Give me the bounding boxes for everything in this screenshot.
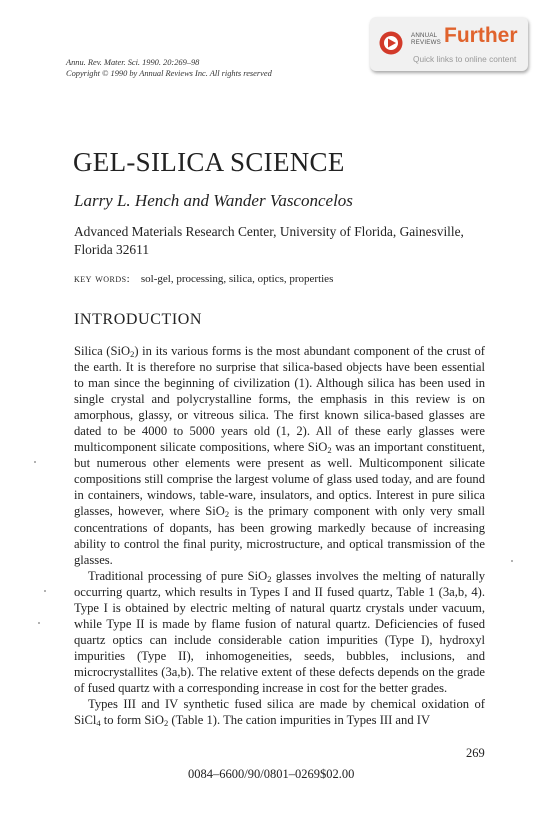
further-online-content-badge[interactable]	[370, 17, 528, 71]
paragraph-1: Silica (SiO$_2$) in its various forms is the most abundant component of the crust of the earth. It is therefore no surprise that silica-based objects have been essential to man since the beginning of civilization (1). Although silica has been used in single crystal and polycrystalline forms, the emphasis in this review is on amorphous, glassy, or vitreous silica. The first known silica-based glasses are dated to be 4000 to 5000 years old (1, 2). All of these early glasses were multicomponent silicate compositions, where SiO$_2$ was an important constituent, but numerous other elements were present as well. Multicomponent silicate compositions still comprise the largest volume of glass used today, and are found in containers, windows, table-ware, insulators, and optics. Interest in pure silica glasses, however, where SiO$_2$ is the primary component with only very small concentrations of dopants, has been growing markedly because of increasing ability to control the final purity, microstructure, and optical transmission of the glasses.	[74, 344, 485, 567]
body-text	[74, 343, 485, 728]
section-heading-introduction: INTRODUCTION	[74, 311, 203, 328]
article-title: GEL-SILICA SCIENCE	[73, 147, 345, 177]
annual-reviews-wordmark: ANNUAL REVIEWS	[411, 32, 441, 46]
keywords-line	[74, 273, 333, 285]
citation-line-copyright: Copyright © 1990 by Annual Reviews Inc. All rights reserved	[66, 69, 272, 78]
scan-speck	[34, 461, 36, 463]
footer-code: 0084–6600/90/0801–0269$02.00	[188, 767, 355, 781]
author-affiliation: Advanced Materials Research Center, University of Florida, Gainesville, Florida 32611	[74, 224, 464, 257]
scan-speck	[511, 560, 513, 562]
article-authors: Larry L. Hench and Wander Vasconcelos	[74, 191, 353, 210]
further-subtitle: Quick links to online content	[413, 54, 517, 64]
paragraph-3: Types III and IV synthetic fused silica are made by chemical oxidation of SiCl$_4$ to form SiO$_2$ (Table 1). The cation impurities in Types III and IV	[74, 697, 485, 729]
paragraph-2: Traditional processing of pure SiO$_2$ glasses involves the melting of naturally occurring quartz, which results in Types I and II fused quartz, Table 1 (3a,b, 4). Type I is obtained by electric melting of natural quartz crystals under vacuum, while Type II is made by flame fusion of natural quartz. Deficiencies of fused quartz optics can include considerable cation impurities (Type I), hydroxyl impurities (Type II), inhomogeneities, seeds, bubbles, inclusions, and microcrystallites (3a,b). The relative extent of these defects depends on the grade of fused quartz with a corresponding increase in cost for the better grades.	[74, 568, 485, 695]
citation-line-journal: Annu. Rev. Mater. Sci. 1990. 20:269–98	[66, 58, 200, 67]
keywords-list: sol-gel, processing, silica, optics, properties	[140, 273, 334, 285]
page-number: 269	[466, 746, 485, 760]
keywords-label: key words:	[74, 273, 131, 285]
scan-speck	[44, 590, 46, 592]
annual-reviews-logo-icon	[379, 31, 403, 55]
scan-speck	[38, 622, 40, 624]
further-label: Further	[444, 24, 518, 47]
journal-citation	[66, 57, 272, 79]
